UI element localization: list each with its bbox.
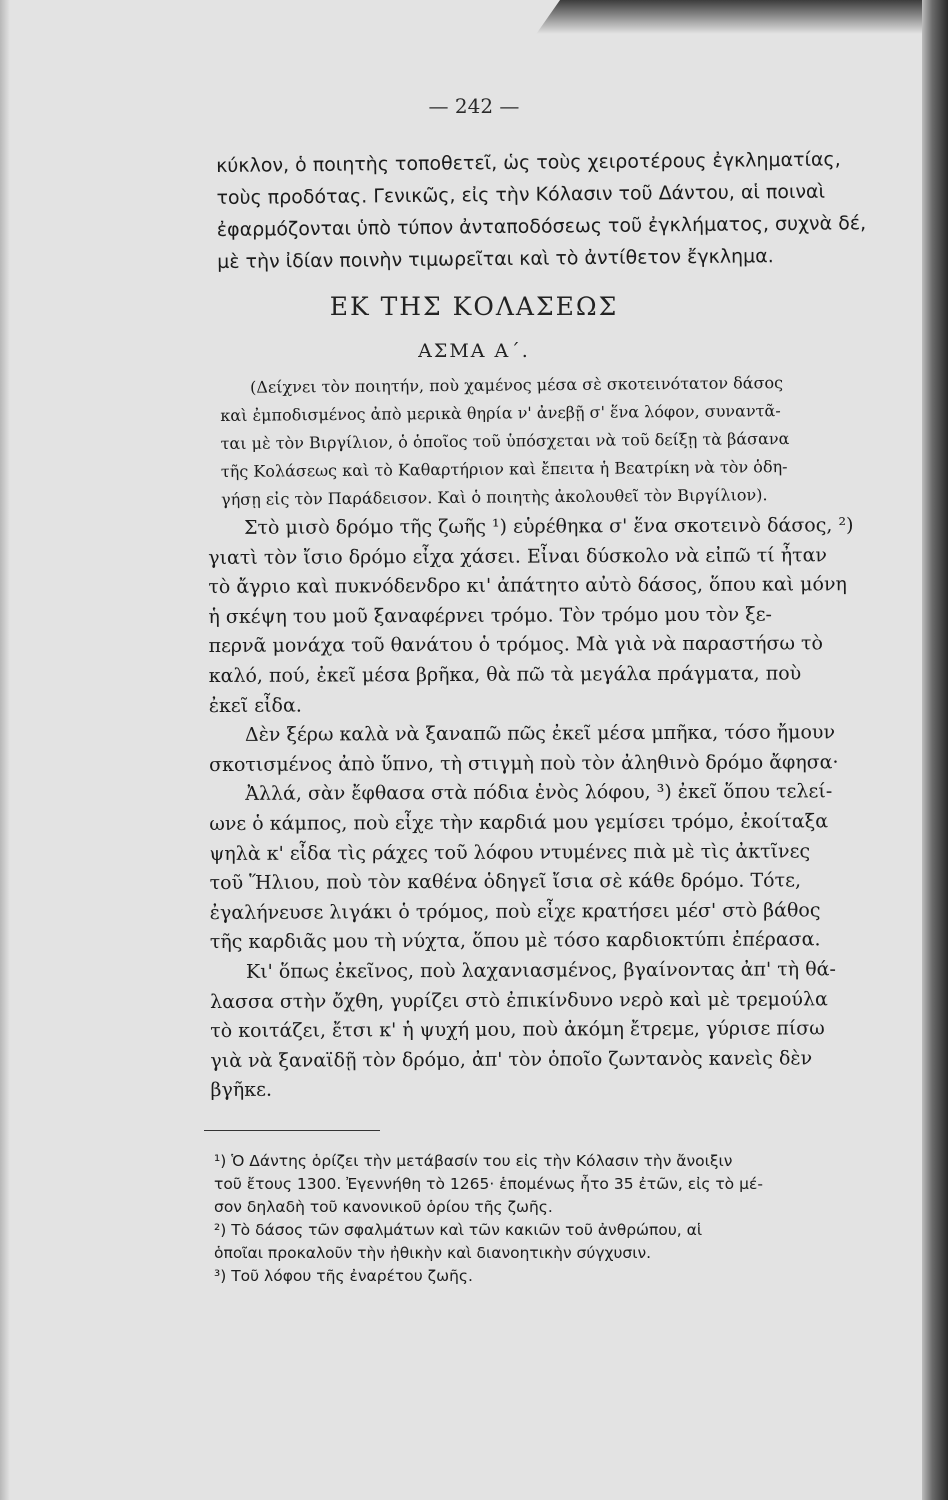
summary-line: (Δείχνει τὸν ποιητήν, ποὺ χαμένος μέσα σὲ σκοτεινότατον δάσος (250, 373, 784, 397)
canto-summary (220, 369, 790, 514)
text-line: τὸ ἄγριο καὶ πυκνόδενδρο κι' ἀπάτητο αὐτὸ δάσος, ὅπου καὶ μόνη (208, 573, 847, 599)
text-line: γιὰ νὰ ξαναϊδῇ τὸν δρόμο, ἀπ' τὸν ὁποῖο ζωντανὸς κανεὶς δὲν (210, 1047, 813, 1072)
intro-line: μὲ τὴν ἰδίαν ποινὴν τιμωρεῖται καὶ τὸ ἀντίθετον ἔγκλημα. (217, 245, 774, 273)
summary-line: ται μὲ τὸν Βιργίλιον, ὁ ὁποῖος τοῦ ὑπόσχεται νὰ τοῦ δείξῃ τὰ βάσανα (220, 429, 790, 453)
summary-line: γήσῃ εἰς τὸν Παράδεισον. Καὶ ὁ ποιητὴς ἀκολουθεῖ τὸν Βιργίλιον). (221, 485, 768, 509)
text-line: Στὸ μισὸ δρόμο τῆς ζωῆς ¹) εὑρέθηκα σ' ἕνα σκοτεινὸ δάσος, ²) (244, 514, 854, 539)
summary-line: τῆς Κολάσεως καὶ τὸ Καθαρτήριον καὶ ἔπειτα ἡ Βεατρίκη νὰ τὸν ὁδη- (220, 457, 788, 481)
text-line: γιατὶ τὸν ἴσιο δρόμο εἶχα χάσει. Εἶναι δύσκολο νὰ εἰπῶ τί ἦταν (208, 543, 827, 569)
canto-text (208, 511, 856, 1106)
canto-heading: ΑΣΜΑ Α΄. (418, 340, 530, 362)
text-line: τῆς καρδιᾶς μου τὴ νύχτα, ὅπου μὲ τόσο καρδιοκτύπι ἐπέρασα. (209, 928, 821, 954)
text-line: ἡ σκέψη του μοῦ ξαναφέρνει τρόμο. Τὸν τρόμο μου τὸν ξε- (208, 603, 773, 628)
text-line: τὸ κοιτάζει, ἔτσι κ' ἡ ψυχή μου, ποὺ ἀκόμη ἔτρεμε, γύρισε πίσω (210, 1017, 825, 1043)
book-binding-edge (922, 0, 948, 1500)
text-line: τοῦ Ἥλιου, ποὺ τὸν καθένα ὁδηγεῖ ἴσια σὲ κάθε δρόμο. Τότε, (209, 869, 802, 895)
footnote-line: ²) Τὸ δάσος τῶν σφαλμάτων καὶ τῶν κακιῶν τοῦ ἀνθρώπου, αἱ (214, 1221, 703, 1239)
text-line: λασσα στὴν ὄχθη, γυρίζει στὸ ἐπικίνδυνο νερὸ καὶ μὲ τρεμούλα (210, 987, 828, 1013)
text-line: ωνε ὁ κάμπος, ποὺ εἶχε τὴν καρδιά μου γεμίσει τρόμο, ἐκοίταξα (209, 810, 829, 835)
footnote-line: τοῦ ἔτους 1300. Ἐγεννήθη τὸ 1265· ἑπομένως ἦτο 35 ἐτῶν, εἰς τὸ μέ- (214, 1175, 763, 1193)
text-line: ψηλὰ κ' εἶδα τὶς ράχες τοῦ λόφου ντυμένες πιὰ μὲ τὶς ἀκτῖνες (209, 839, 811, 865)
section-heading: ΕΚ ΤΗΣ ΚΟΛΑΣΕΩΣ (329, 292, 619, 321)
page-left-edge (0, 0, 10, 1500)
text-line: περνᾶ μονάχα τοῦ θανάτου ὁ τρόμος. Μὰ γιὰ νὰ παραστήσω τὸ (208, 632, 823, 658)
text-line: σκοτισμένος ἀπὸ ὕπνο, τὴ στιγμὴ ποὺ τὸν ἀληθινὸ δρόμο ἄφησα· (209, 751, 839, 776)
summary-line: καὶ ἐμποδισμένος ἀπὸ μερικὰ θηρία ν' ἀνεβῇ σ' ἕνα λόφον, συναντᾶ- (220, 401, 781, 425)
footnote-line: ³) Τοῦ λόφου τῆς ἐναρέτου ζωῆς. (214, 1267, 473, 1285)
text-line: Κι' ὅπως ἐκεῖνος, ποὺ λαχανιασμένος, βγαίνοντας ἀπ' τὴ θά- (245, 958, 836, 983)
text-line: καλό, πού, ἐκεῖ μέσα βρῆκα, θὰ πῶ τὰ μεγάλα πράγματα, ποὺ (208, 662, 802, 687)
intro-line: τοὺς προδότας. Γενικῶς, εἰς τὴν Κόλασιν τοῦ Δάντου, αἱ ποιναὶ (216, 180, 826, 209)
intro-paragraph (216, 143, 867, 278)
footnote-line: ὁποῖαι προκαλοῦν τὴν ἠθικὴν καὶ διανοητικὴν σύγχυσιν. (214, 1244, 652, 1262)
page-top-shadow (536, 0, 948, 34)
footnote-line: ¹) Ὁ Δάντης ὁρίζει τὴν μετάβασίν του εἰς τὴν Κόλασιν τὴν ἄνοιξιν (214, 1152, 733, 1170)
text-line: ἐγαλήνευσε λιγάκι ὁ τρόμος, ποὺ εἶχε κρατήσει μέσ' στὸ βάθος (209, 899, 821, 924)
text-line: βγῆκε. (210, 1079, 273, 1102)
footnotes (214, 1150, 763, 1288)
intro-line: ἐφαρμόζονται ὑπὸ τύπον ἀνταποδόσεως τοῦ ἐγκλήματος, συχνὰ δέ, (216, 212, 867, 241)
footnote-line: σον δηλαδὴ τοῦ κανονικοῦ ὁρίου τῆς ζωῆς. (214, 1198, 553, 1216)
page-number: — 242 — (428, 94, 520, 118)
text-line: Δὲν ξέρω καλὰ νὰ ξαναπῶ πῶς ἐκεῖ μέσα μπῆκα, τόσο ἤμουν (244, 721, 836, 746)
text-line: ἐκεῖ εἶδα. (208, 694, 302, 717)
footnote-divider (204, 1130, 380, 1131)
text-line: Ἀλλά, σὰν ἔφθασα στὰ πόδια ἑνὸς λόφου, ³) ἐκεῖ ὅπου τελεί- (245, 780, 833, 806)
intro-line: κύκλον, ὁ ποιητὴς τοποθετεῖ, ὡς τοὺς χειροτέρους ἐγκληματίας, (216, 148, 841, 177)
